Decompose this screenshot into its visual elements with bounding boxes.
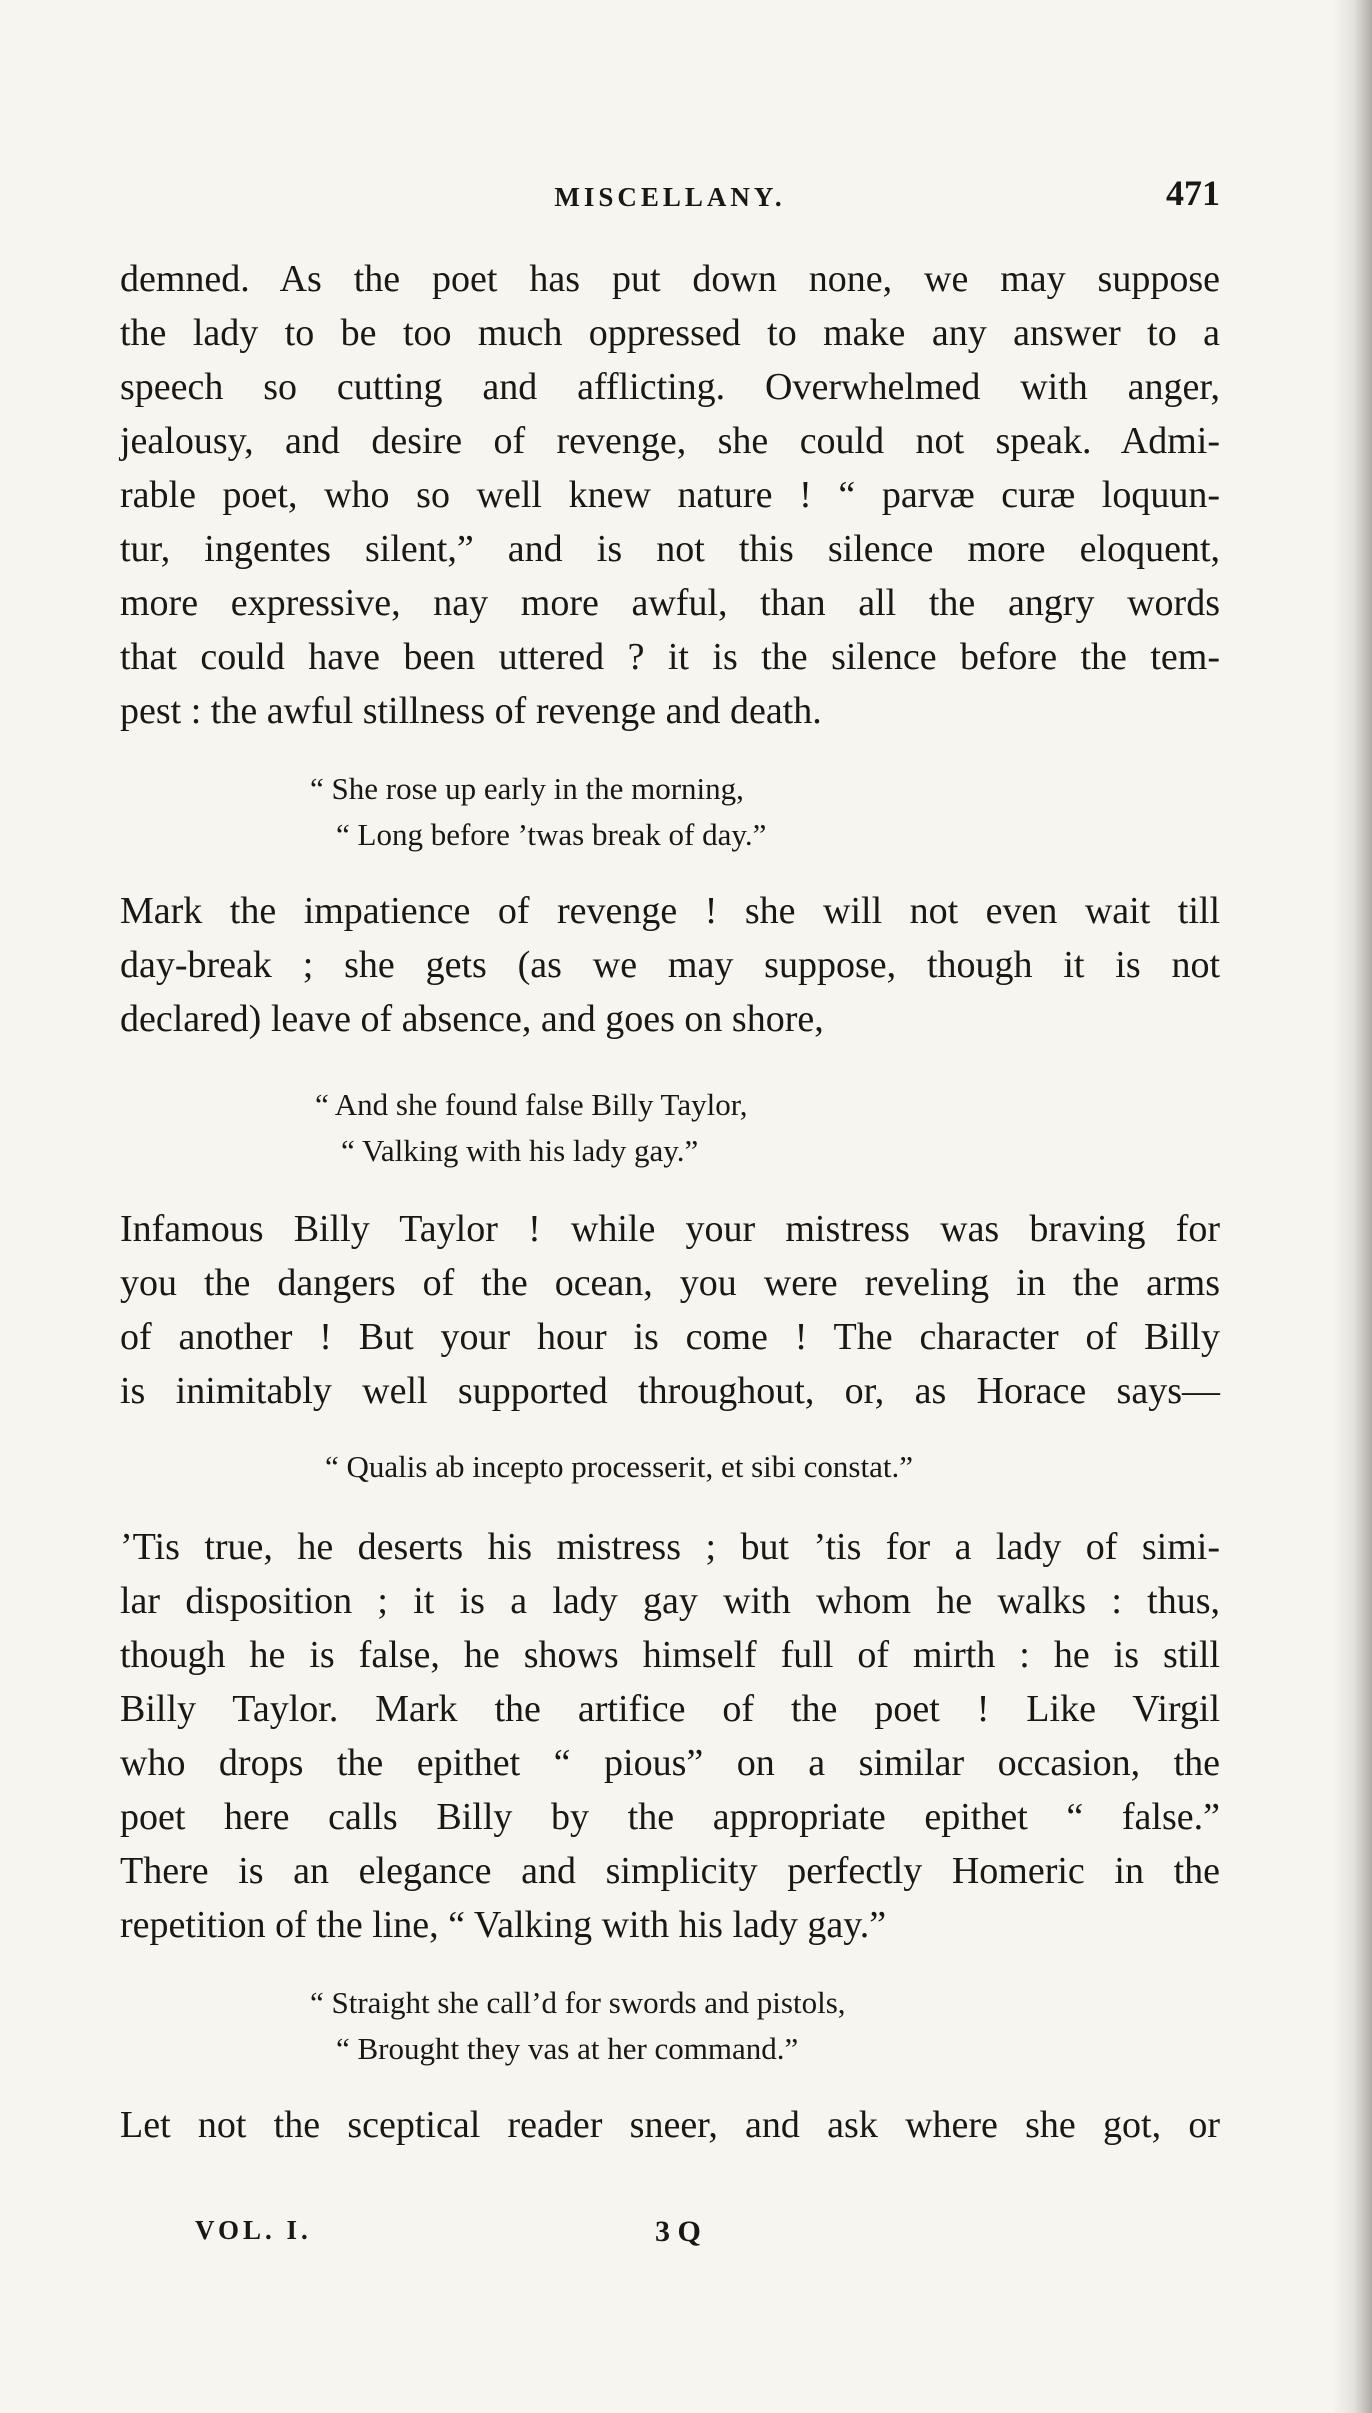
text-line: declared) leave of absence, and goes on shore,	[120, 998, 824, 1040]
gathering-signature: 3 Q	[655, 2215, 701, 2248]
page-number: 471	[1166, 173, 1220, 213]
verse-line: “ Qualis ab incepto processerit, et sibi constat.”	[325, 1449, 913, 1484]
text-line: though he is false, he shows himself full of mirth : he is still	[120, 1634, 1220, 1676]
text-line: repetition of the line, “ Valking with his lady gay.”	[120, 1904, 887, 1946]
paragraph-5	[120, 2098, 1220, 2152]
text-line: Mark the impatience of revenge ! she will not even wait till	[120, 890, 1220, 932]
text-line: ’Tis true, he deserts his mistress ; but ’tis for a lady of simi-	[120, 1526, 1220, 1568]
text-line: is inimitably well supported throughout, or, as Horace says—	[120, 1370, 1220, 1412]
verse-line: “ Long before ’twas break of day.”	[336, 817, 767, 852]
verse-line: “ Brought they vas at her command.”	[336, 2031, 799, 2066]
text-line: jealousy, and desire of revenge, she could not speak. Admi-	[120, 420, 1220, 462]
text-line: day-break ; she gets (as we may suppose, though it is not	[120, 944, 1220, 986]
body-text	[120, 252, 1220, 2152]
page-edge-shadow	[1332, 0, 1372, 2413]
text-line: who drops the epithet “ pious” on a similar occasion, the	[120, 1742, 1220, 1784]
text-line: you the dangers of the ocean, you were reveling in the arms	[120, 1262, 1220, 1304]
text-line: the lady to be too much oppressed to make any answer to a	[120, 312, 1220, 354]
text-line: lar disposition ; it is a lady gay with whom he walks : thus,	[120, 1580, 1220, 1622]
verse-quote-1	[120, 766, 1220, 858]
verse-line: “ Straight she call’d for swords and pistols,	[310, 1985, 846, 2020]
verse-line: “ Valking with his lady gay.”	[341, 1133, 699, 1168]
text-line: more expressive, nay more awful, than all the angry words	[120, 582, 1220, 624]
text-line: Billy Taylor. Mark the artifice of the poet ! Like Virgil	[120, 1688, 1220, 1730]
text-line: rable poet, who so well knew nature ! “ parvæ curæ loquun-	[120, 474, 1220, 516]
text-line: pest : the awful stillness of revenge and death.	[120, 690, 822, 732]
text-line: that could have been uttered ? it is the silence before the tem-	[120, 636, 1220, 678]
text-line: speech so cutting and afflicting. Overwhelmed with anger,	[120, 366, 1220, 408]
verse-quote-3	[120, 1444, 1220, 1490]
text-line: demned. As the poet has put down none, we may suppose	[120, 258, 1220, 300]
volume-signature: VOL. I.	[195, 2215, 312, 2245]
text-line: There is an elegance and simplicity perfectly Homeric in the	[120, 1850, 1220, 1892]
running-title: MISCELLANY.	[554, 182, 786, 212]
text-line: Infamous Billy Taylor ! while your mistress was braving for	[120, 1208, 1220, 1250]
paragraph-3	[120, 1202, 1220, 1418]
verse-quote-2	[120, 1082, 1220, 1174]
paragraph-4	[120, 1520, 1220, 1952]
page-footer	[195, 2215, 755, 2265]
text-line: Let not the sceptical reader sneer, and ask where she got, or	[120, 2104, 1220, 2146]
text-line: of another ! But your hour is come ! The character of Billy	[120, 1316, 1220, 1358]
verse-line: “ And she found false Billy Taylor,	[315, 1087, 748, 1122]
text-line: poet here calls Billy by the appropriate epithet “ false.”	[120, 1796, 1220, 1838]
verse-line: “ She rose up early in the morning,	[310, 771, 744, 806]
paragraph-2	[120, 884, 1220, 1046]
running-header	[120, 172, 1220, 222]
text-line: tur, ingentes silent,” and is not this silence more eloquent,	[120, 528, 1220, 570]
paragraph-1	[120, 252, 1220, 738]
verse-quote-4	[120, 1980, 1220, 2072]
